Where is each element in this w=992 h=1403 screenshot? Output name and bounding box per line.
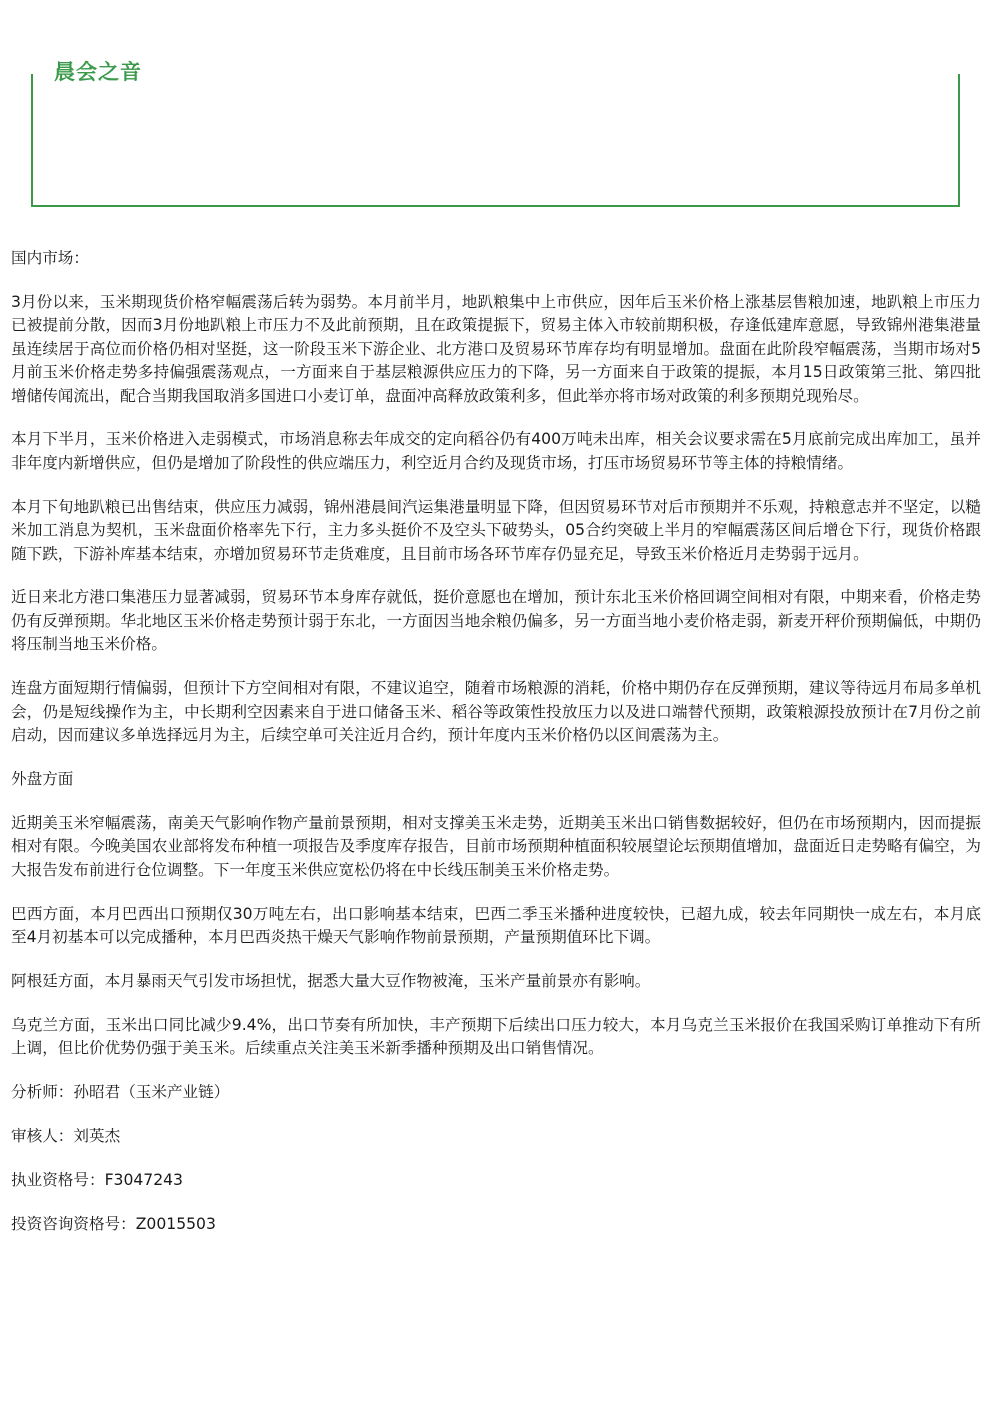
article-body xyxy=(11,247,981,1257)
domestic-paragraph-1: 3月份以来，玉米期现货价格窄幅震荡后转为弱势。本月前半月，地趴粮集中上市供应，因年后玉米价格上涨基层售粮加速，地趴粮上市压力已被提前分散，因而3月份地趴粮上市压力不及此前预期，且在政策提振下，贸易主体入市较前期积极，存逢低建库意愿，导致锦州港集港量虽连续居于高位而价格仍相对坚挺，这一阶段玉米下游企业、北方港口及贸易环节库存均有明显增加。盘面在此阶段窄幅震荡，当期市场对5月前玉米价格走势多持偏强震荡观点，一方面来自于基层粮源供应压力的下降，另一方面来自于政策的提振，本月15日政策第三批、第四批增储传闻流出，配合当期我国取消多国进口小麦订单，盘面冲高释放政策利多，但此举亦将市场对政策的利多预期兑现殆尽。 xyxy=(11,292,981,405)
domestic-paragraph-3: 本月下旬地趴粮已出售结束，供应压力减弱，锦州港晨间汽运集港量明显下降，但因贸易环节对后市预期并不乐观，持粮意志并不坚定，以糙米加工消息为契机，玉米盘面价格率先下行，主力多头挺价不及空头下破势头，05合约突破上半月的窄幅震荡区间后增仓下行，现货价格跟随下跌，下游补库基本结束，亦增加贸易环节走货难度，且目前市场各环节库存仍显充足，导致玉米价格近月走势弱于远月。 xyxy=(11,497,981,563)
domestic-paragraph-5: 连盘方面短期行情偏弱，但预计下方空间相对有限，不建议追空，随着市场粮源的消耗，价格中期仍存在反弹预期，建议等待远月布局多单机会，仍是短线操作为主，中长期利空因素来自于进口储备玉米、稻谷等政策性投放压力以及进口端替代预期，政策粮源投放预计在7月份之前启动，因而建议多单选择远月为主，后续空单可关注近月合约，预计年度内玉米价格仍以区间震荡为主。 xyxy=(11,679,981,744)
foreign-paragraph-argentina: 阿根廷方面，本月暴雨天气引发市场担忧，据悉大量大豆作物被淹，玉米产量前景亦有影响。 xyxy=(11,971,651,990)
foreign-market-heading: 外盘方面 xyxy=(11,769,74,788)
advisory-license-number: 投资咨询资格号：Z0015503 xyxy=(11,1214,216,1233)
reviewer-credit: 审核人：刘英杰 xyxy=(11,1126,121,1145)
header-frame xyxy=(31,74,960,207)
foreign-paragraph-ukraine: 乌克兰方面，玉米出口同比减少9.4%，出口节奏有所加快，丰产预期下后续出口压力较大，本月乌克兰玉米报价在我国采购订单推动下有所上调，但比价优势仍强于美玉米。后续重点关注美玉米新季播种预期及出口销售情况。 xyxy=(11,1015,981,1058)
domestic-paragraph-4: 近日来北方港口集港压力显著减弱，贸易环节本身库存就低，挺价意愿也在增加，预计东北玉米价格回调空间相对有限，中期来看，价格走势仍有反弹预期。华北地区玉米价格走势预计弱于东北，一方面因当地余粮仍偏多，另一方面当地小麦价格走弱，新麦开秤价预期偏低，中期仍将压制当地玉米价格。 xyxy=(11,588,981,654)
domestic-market-heading: 国内市场： xyxy=(11,249,89,267)
license-number: 执业资格号：F3047243 xyxy=(11,1170,183,1189)
domestic-paragraph-2: 本月下半月，玉米价格进入走弱模式，市场消息称去年成交的定向稻谷仍有400万吨未出库，相关会议要求需在5月底前完成出库加工，虽并非年度内新增供应，但仍是增加了阶段性的供应端压力，利空近月合约及现货市场，打压市场贸易环节等主体的持粮情绪。 xyxy=(11,430,981,472)
foreign-paragraph-us: 近期美玉米窄幅震荡，南美天气影响作物产量前景预期，相对支撑美玉米走势，近期美玉米出口销售数据较好，但仍在市场预期内，因而提振相对有限。今晚美国农业部将发布种植一项报告及季度库存报告，目前市场预期种植面积较展望论坛预期值增加，盘面近日走势略有偏空，为大报告发布前进行仓位调整。下一年度玉米供应宽松仍将在中长线压制美玉米价格走势。 xyxy=(11,813,981,879)
page-title: 晨会之音 xyxy=(54,56,148,86)
foreign-paragraph-brazil: 巴西方面，本月巴西出口预期仅30万吨左右，出口影响基本结束，巴西二季玉米播种进度较快，已超九成，较去年同期快一成左右，本月底至4月初基本可以完成播种，本月巴西炎热干燥天气影响作物前景预期，产量预期值环比下调。 xyxy=(11,904,981,946)
analyst-credit: 分析师：孙昭君（玉米产业链） xyxy=(11,1083,230,1102)
